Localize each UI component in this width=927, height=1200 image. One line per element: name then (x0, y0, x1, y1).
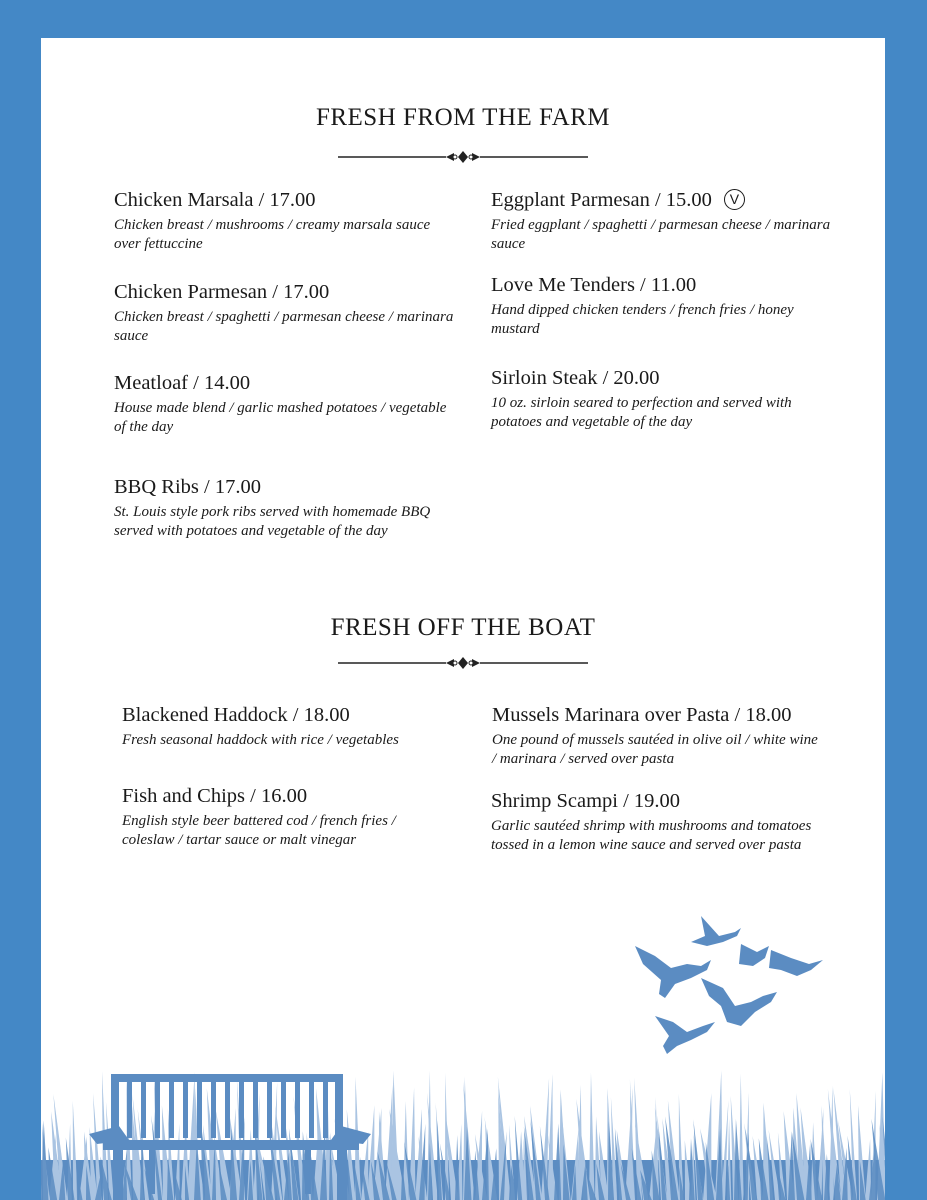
item-description: Chicken breast / mushrooms / creamy marsala sauce over fettuccine (114, 217, 431, 252)
item-description: 10 oz. sirloin seared to perfection and served with potatoes and vegetable of the day (491, 395, 792, 430)
section-title-farm: FRESH FROM THE FARM (315, 104, 611, 131)
item-name: Sirloin Steak / 20.00 (491, 367, 660, 389)
item-name: Fish and Chips / 16.00 (122, 785, 308, 807)
menu-item-shrimp-scampi (491, 789, 821, 855)
item-name: Blackened Haddock / 18.00 (122, 704, 350, 726)
item-name: BBQ Ribs / 17.00 (114, 476, 261, 498)
menu-item-fish-and-chips (122, 784, 442, 850)
menu-item-chicken-marsala (114, 188, 454, 254)
menu-item-sirloin-steak (491, 366, 831, 432)
item-description: Fried eggplant / spaghetti / parmesan cheese / marinara sauce (491, 217, 831, 252)
item-name: Meatloaf / 14.00 (114, 372, 251, 394)
item-description: English style beer battered cod / french fries / coleslaw / tartar sauce or malt vinegar (122, 813, 396, 848)
item-name-row (491, 188, 831, 212)
item-description: One pound of mussels sautéed in olive oil / white wine / marinara / served over pasta (492, 732, 818, 767)
section-title-boat: FRESH OFF THE BOAT (330, 614, 596, 641)
ornament-divider-icon (338, 657, 588, 669)
item-description: St. Louis style pork ribs served with homemade BBQ served with potatoes and vegetable of the day (114, 504, 431, 539)
item-name: Love Me Tenders / 11.00 (491, 274, 697, 296)
item-description: Chicken breast / spaghetti / parmesan cheese / marinara sauce (114, 309, 454, 344)
item-name: Eggplant Parmesan / 15.00 (491, 189, 712, 211)
item-description: House made blend / garlic mashed potatoes / vegetable of the day (114, 400, 447, 435)
item-description: Hand dipped chicken tenders / french fries / honey mustard (491, 302, 794, 337)
vegetarian-badge-icon: V (724, 189, 745, 210)
menu-item-meatloaf (114, 371, 454, 437)
item-name: Mussels Marinara over Pasta / 18.00 (492, 704, 792, 726)
item-name: Chicken Parmesan / 17.00 (114, 281, 330, 303)
menu-item-blackened-haddock (122, 703, 462, 750)
menu-item-love-me-tenders (491, 273, 831, 339)
item-name: Shrimp Scampi / 19.00 (491, 790, 681, 812)
menu-item-chicken-parmesan (114, 280, 454, 346)
menu-page (41, 38, 885, 1200)
menu-item-bbq-ribs (114, 475, 444, 541)
item-description: Fresh seasonal haddock with rice / vegetables (122, 732, 399, 748)
item-name: Chicken Marsala / 17.00 (114, 189, 316, 211)
flying-geese-icon (631, 906, 831, 1056)
ornament-divider-icon (338, 151, 588, 163)
menu-item-eggplant-parmesan (491, 188, 831, 254)
park-bench-icon (89, 1074, 371, 1200)
menu-item-mussels-marinara (492, 703, 822, 769)
item-description: Garlic sautéed shrimp with mushrooms and tomatoes tossed in a lemon wine sauce and served over pasta (491, 818, 812, 853)
